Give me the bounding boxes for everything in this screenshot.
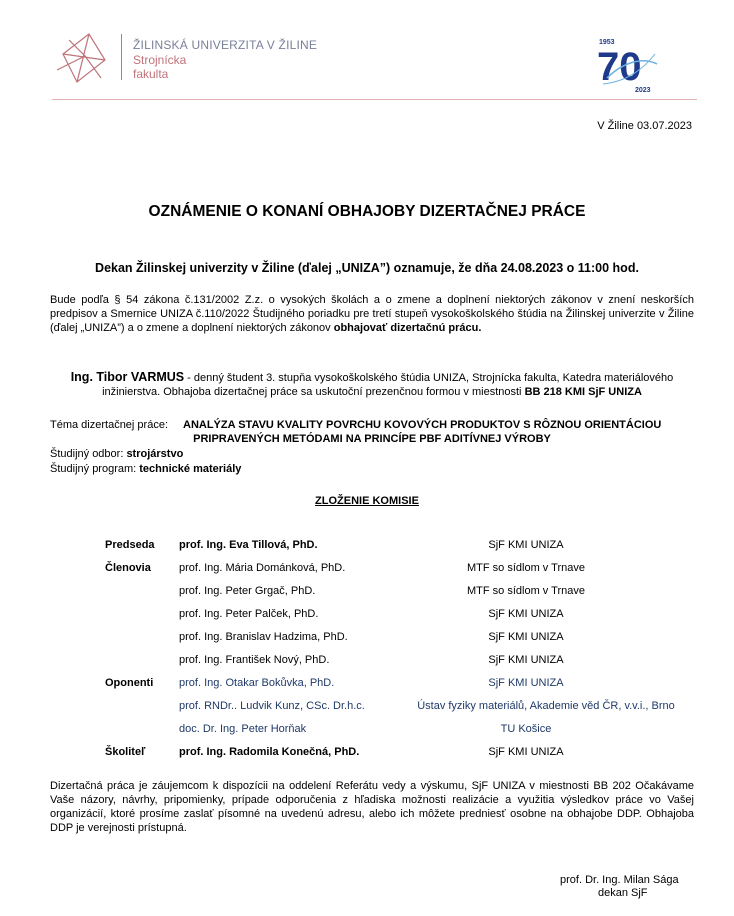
- anniversary-year-end: 2023: [635, 87, 651, 94]
- thesis-title-line1: ANALÝZA STAVU KVALITY POVRCHU KOVOVÝCH PRODUKTOV S RÔZNOU ORIENTÁCIOU: [183, 419, 662, 431]
- committee-member-name: prof. Ing. Eva Tillová, PhD.: [179, 538, 318, 551]
- committee-member-name: prof. Ing. František Nový, PhD.: [179, 653, 330, 666]
- committee-table: [95, 533, 695, 763]
- committee-heading: ZLOŽENIE KOMISIE: [315, 495, 419, 507]
- thesis-topic: [50, 418, 694, 446]
- committee-row: [95, 533, 695, 556]
- study-field: [50, 448, 183, 460]
- committee-role: Členovia: [105, 561, 151, 574]
- university-name: ŽILINSKÁ UNIVERZITA V ŽILINE: [133, 38, 318, 52]
- committee-row: [95, 648, 695, 671]
- candidate-description: - denný študent 3. stupňa vysokoškolského štúdia UNIZA, Strojnícka fakulta, Katedra materiálového inžinierstva. Obhajoba dizertačnej práce sa uskutoční prezenčnou formou v miestnosti: [102, 372, 674, 398]
- anniversary-emblem: [597, 34, 661, 101]
- committee-member-name: prof. Ing. Radomila Konečná, PhD.: [179, 745, 360, 758]
- committee-row: [95, 579, 695, 602]
- committee-member-institution: SjF KMI UNIZA: [488, 745, 564, 758]
- committee-member-institution: SjF KMI UNIZA: [488, 676, 564, 689]
- closing-paragraph: Dizertačná práca je záujemcom k dispozícii na oddelení Referátu vedy a výskumu, SjF UNIZA v miestnosti BB 202 Očakávame Vaše názory, návrhy, pripomienky, prípade odporučenia z hľadiska možnosti realizácie a využitia výsledkov práce vo Vašej organizácií, ktoré prosíme zaslať písomné na uvedenú adresu, alebo ich môžete predniesť osobne na obhajobe DDP. Obhajoba DDP je verejnosti prístupná.: [50, 780, 694, 834]
- thesis-topic-label: Téma dizertačnej práce:: [50, 419, 168, 431]
- header-rule: [52, 99, 697, 100]
- study-program: [50, 463, 241, 475]
- candidate-paragraph: [50, 370, 694, 399]
- committee-row: [95, 740, 695, 763]
- committee-role: Školiteľ: [105, 745, 146, 758]
- defense-room: BB 218 KMI SjF UNIZA: [524, 386, 642, 398]
- committee-role: Oponenti: [105, 676, 154, 689]
- document-title: OZNÁMENIE O KONANÍ OBHAJOBY DIZERTAČNEJ PRÁCE: [148, 203, 586, 220]
- study-field-value: strojárstvo: [126, 448, 184, 460]
- committee-member-institution: SjF KMI UNIZA: [488, 630, 564, 643]
- committee-row: [95, 717, 695, 740]
- committee-row: [95, 556, 695, 579]
- signature-title: dekan SjF: [598, 887, 648, 899]
- committee-member-name: prof. RNDr.. Ludvik Kunz, CSc. Dr.h.c.: [179, 699, 365, 712]
- committee-member-name: prof. Ing. Peter Grgač, PhD.: [179, 584, 316, 597]
- committee-member-name: prof. Ing. Otakar Bokůvka, PhD.: [179, 676, 335, 689]
- committee-member-institution: Ústav fyziky materiálů, Akademie věd ČR, v.v.i., Brno: [417, 699, 675, 712]
- committee-member-institution: MTF so sídlom v Trnave: [467, 584, 585, 597]
- anniversary-70-icon: [597, 34, 661, 96]
- thesis-title-line2: PRIPRAVENÝCH METÓDAMI NA PRINCÍPE PBF ADITÍVNEJ VÝROBY: [193, 433, 551, 445]
- logo-divider: [121, 34, 122, 80]
- anniversary-number: 70: [597, 45, 642, 89]
- committee-member-name: prof. Ing. Branislav Hadzima, PhD.: [179, 630, 348, 643]
- anniversary-year-start: 1953: [599, 39, 615, 46]
- study-field-label: Študijný odbor:: [50, 448, 127, 460]
- signature-name: prof. Dr. Ing. Milan Sága: [560, 874, 679, 886]
- committee-member-institution: SjF KMI UNIZA: [488, 538, 564, 551]
- university-logo-icon: [55, 30, 115, 86]
- committee-member-name: doc. Dr. Ing. Peter Horňak: [179, 722, 307, 735]
- committee-member-institution: SjF KMI UNIZA: [488, 607, 564, 620]
- faculty-name-line2: fakulta: [133, 67, 169, 81]
- candidate-name: Ing. Tibor VARMUS: [70, 370, 185, 384]
- committee-row: [95, 602, 695, 625]
- committee-role: Predseda: [105, 538, 155, 551]
- committee-member-institution: MTF so sídlom v Trnave: [467, 561, 585, 574]
- committee-row: [95, 671, 695, 694]
- faculty-name-line1: Strojnícka: [133, 53, 187, 67]
- announcement-subtitle: Dekan Žilinskej univerzity v Žiline (ďalej „UNIZA”) oznamuje, že dňa 24.08.2023 o 11:00 hod.: [95, 261, 639, 275]
- committee-row: [95, 694, 695, 717]
- intro-bold-end: obhajovať dizertačnú prácu.: [333, 322, 482, 334]
- study-program-value: technické materiály: [139, 463, 242, 475]
- committee-member-institution: SjF KMI UNIZA: [488, 653, 564, 666]
- document-date: V Žiline 03.07.2023: [597, 120, 692, 132]
- committee-member-name: prof. Ing. Mária Dománková, PhD.: [179, 561, 346, 574]
- intro-paragraph: [50, 293, 694, 335]
- intro-text: Bude podľa § 54 zákona č.131/2002 Z.z. o vysokých školách a o zmene a doplnení niektorých zákonov v znení neskorších predpisov a Smernice UNIZA č.110/2022 Študijného poriadku pre tretí stupeň vysokoškolského štúdia na Žilinskej univerzite v Žiline (ďalej „UNIZA”) a o zmene a doplnení niektorých zákonov: [50, 294, 694, 334]
- committee-member-institution: TU Košice: [500, 722, 552, 735]
- committee-member-name: prof. Ing. Peter Palček, PhD.: [179, 607, 319, 620]
- study-program-label: Študijný program:: [50, 463, 140, 475]
- committee-row: [95, 625, 695, 648]
